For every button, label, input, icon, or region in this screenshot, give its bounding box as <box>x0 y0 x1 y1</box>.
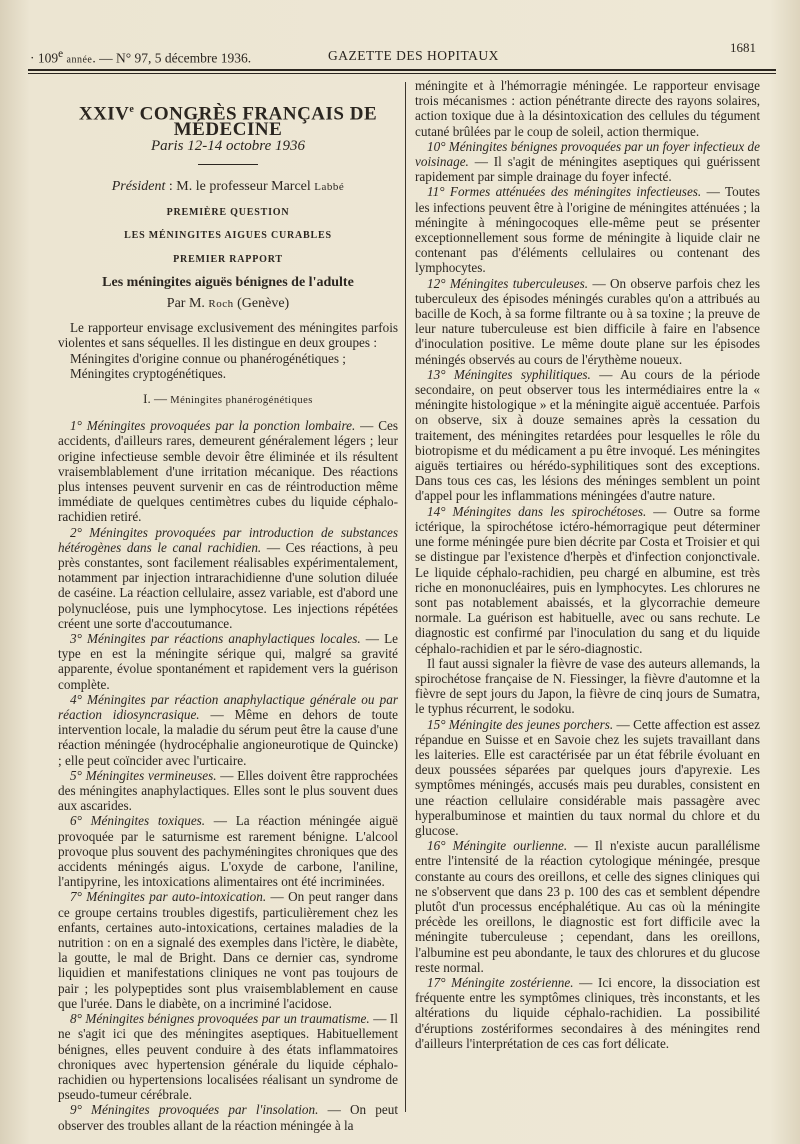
congress-title: XXIVe CONGRÈS FRANÇAIS DE MÉDECINE <box>78 103 378 140</box>
section-heading: I. — Méningites phanérogénétiques <box>143 390 313 406</box>
item-text: — Cette affection est assez répandue en Suisse et en Savoie chez les sujets travaillant dans les laiteries. Elle est caractérisée par un état fébrile évoluant en deux poussées séparées par quelques jours d'apyrexie. Les symptômes méningés, accusés mais peu durables, consistent en une réaction cellulaire considérable mais passagère avec hyperalbuminose et maintien du taux normal du chlore et du glucose. <box>415 716 760 838</box>
paragraph-item <box>415 276 760 367</box>
item-text: — Toutes les infections peuvent être à l'origine de méningites atténuées ; la méningite à méningocoques elle-même peut se présenter exceptionnellement sous forme de méningite à liquide clair ne contenant pas d'éléments cellulaires ou contenant des lymphocytes. <box>415 184 761 276</box>
item-text: — Ici encore, la dissociation est fréquente entre les symptômes cliniques, très inconstants, et les altérations du liquide céphalo-rachidien. La possibilité d'éruptions zostériformes secondaires à des méningites rend d'ailleurs l'interprétation de ces cas fort délicate. <box>415 974 760 1051</box>
question-heading: PREMIÈRE QUESTION <box>166 207 290 219</box>
paragraph-item <box>415 838 760 975</box>
paragraph-item <box>415 975 760 1051</box>
item-title: 6° Méningites toxiques. <box>70 813 206 829</box>
paragraph-item <box>415 504 760 656</box>
paragraph-item <box>58 692 398 768</box>
item-title: 3° Méningites par réactions anaphylactiques locales. <box>70 631 361 647</box>
congress-place: Paris 12-14 octobre 1936 <box>150 137 305 154</box>
header-rule-thin <box>28 73 776 74</box>
item-title: 15° Méningite des jeunes porchers. <box>427 716 614 732</box>
paragraph-item <box>58 1011 398 1102</box>
item-text: — Ces accidents, d'ailleurs rares, demeurent généralement légers ; leur origine infectieuse semble devoir être éliminée et ils résultent vraisemblablement d'une irritation mécanique. Des réactions plus intenses peuvent survenir en cas de réintroduction même immédiate de quelques centimètres cubes du liquide céphalo-rachidien retiré. <box>58 418 399 525</box>
item-title: 5° Méningites vermineuses. <box>70 767 217 783</box>
column-divider <box>405 82 406 1112</box>
paragraph-item <box>415 184 760 275</box>
paragraph-item <box>415 656 760 717</box>
header-rule-thick <box>28 69 776 71</box>
item-text: — Même en dehors de toute intervention locale, la maladie du sérum peut être la cause d'une réaction méningée (hydrocéphalie angioneurotique de Quincke) ; elle peut coïncider avec l'urticaire. <box>58 707 398 768</box>
item-text: — On peut observer des troubles allant de la réaction méningée à la <box>58 1102 398 1133</box>
title-rule <box>198 164 258 165</box>
president-line: Président : M. le professeur Marcel Labbé <box>111 178 345 194</box>
item-title: 2° Méningites provoquées par introduction de substances hétérogènes dans le canal rachidien. <box>58 524 398 555</box>
paragraph-item <box>58 418 398 524</box>
item-text: — On observe parfois chez les tuberculeux des épisodes méningés curables qu'on a attribués au bacille de Koch, à sa forme filtrante ou à sa toxine ; la preuve de leur nature tuberculeuse est bien difficile à faire en l'absence d'inoculation positive. Le même doute plane sur les épisodes méningés observés au cours de l'érythème noueux. <box>415 275 760 367</box>
item-title: 4° Méningites par réaction anaphylactique générale ou par réaction idiosyncrasique. <box>58 691 398 723</box>
item-text: — Il s'agit de méningites aseptiques qui guérissent rapidement par simple drainage du foyer infecté. <box>415 154 760 185</box>
item-text: — Il ne s'agit ici que des méningites aseptiques. Habituellement bénignes, elles peuvent conduire à des états inflammatoires chroniques avec hypertension générale du liquide céphalo-rachidien ou hypertensions localisées réalisant un syndrome de pseudo-tumeur cérébrale. <box>58 1011 398 1103</box>
paragraph-item <box>58 1102 398 1132</box>
item-text: — La réaction méningée aiguë provoquée par le saturnisme est rarement bénigne. L'alcool provoque plus souvent des pachyméningites chroniques que des accidents méningés aigus. L'oxyde de carbone, l'aniline, l'antipyrine, les intoxications alimentaires ont été incriminées. <box>58 813 398 890</box>
group-2: Méningites cryptogénétiques. <box>70 365 227 381</box>
item-text: — On peut ranger dans ce groupe certains troubles digestifs, particulièrement chez les enfants, certaines auto-intoxications, certaines maladies de la nutrition : on en a signalé des exemples dans l'ictère, le diabète, la goutte, le mal de Bright. Dans ce dernier cas, syndrome liquidien et manifestations cliniques ne vont pas toujours de pair ; les polypeptides sont plus vraisemblablement en cause que l'urée. Dans le diabète, on a incriminé l'acidose. <box>58 889 398 1011</box>
continuation-paragraph: méningite et à l'hémorragie méningée. Le rapporteur envisage trois mécanismes : action pénétrante directe des rayons solaires, action toxique due à la désintoxication des cellules du tégument cutané brûlées par le coup de soleil, action thermique. <box>415 78 760 139</box>
group-1: Méningites d'origine connue ou phanérogénétiques ; <box>70 350 346 366</box>
item-text: Il faut aussi signaler la fièvre de vase des auteurs allemands, la spirochétose française de N. Fiessinger, la fièvre d'automne et la fièvre de sept jours du Japon, la fièvre de cinq jours de Sumatra, le typhus récurrent, le sodoku. <box>415 655 760 717</box>
issue-info: · $109^e$ année. — N° 97, 5 décembre 1936. <box>30 48 252 66</box>
report-heading: PREMIER RAPPORT <box>173 253 283 265</box>
report-title: Les méningites aiguës bénignes de l'adulte <box>102 274 354 290</box>
item-text: — Elles doivent être rapprochées des méningites anaphylactiques. Elles sont le plus souvent dues aux ascarides. <box>58 767 398 814</box>
paragraph-item <box>415 717 760 839</box>
author-line: Par M. Roch (Genève) <box>166 295 290 311</box>
paragraph-item <box>58 631 398 692</box>
item-title: 10° Méningites bénignes provoquées par un foyer infectieux de voisinage. <box>415 138 760 170</box>
item-text: — Le type en est la méningite sérique qui, malgré sa gravité apparente, évolue spontanément et rapidement vers la guérison complète. <box>58 631 398 692</box>
item-title: 8° Méningites bénignes provoquées par un traumatisme. <box>70 1011 370 1027</box>
item-text: — Ces réactions, à peu près constantes, sont facilement réalisables expérimentalement, notamment par injection intrarachidienne d'une solution diluée de caséine. La réaction cellulaire, assez variable, est d'abord une polynucléose, puis une lymphocytose. Les injections répétées créent une sorte d'accoutumance. <box>58 539 398 631</box>
item-title: 9° Méningites provoquées par l'insolation. <box>70 1102 319 1118</box>
journal-title: GAZETTE DES HOPITAUX <box>328 48 499 63</box>
running-head <box>30 40 770 66</box>
item-text: — Au cours de la période secondaire, on peut observer tous les intermédiaires entre la « méningite histologique » et la méningite aiguë accentuée. Parfois on observe, six à douze semaines après la cessation du traitement, des méningites retardées pour lesquelles le rôle du biotropisme et du médicament a pu être invoqué. Les méningites aiguës tertiaires ou hérédo-syphilitiques sont des exceptions. Dans tous ces cas, les lésions des méninges semblent un point d'appel pour les inflammations méningées d'autre nature. <box>415 366 760 504</box>
left-column <box>58 82 398 1133</box>
item-text: — Il n'existe aucun parallélisme entre l'intensité de la réaction cytologique méningée, presque constante au cours des oreillons, et celle des signes cliniques qui ne s'observent que dans 23 p. 100 des cas et semblent dépendre plutôt d'un processus encéphalétique. Au cas où la méningite précède les oreillons, le diagnostic est fort difficile avec la méningite tuberculeuse ; cependant, dans les oreillons, l'albumine est peu abondante, le taux des chlorures et du glucose reste normal. <box>415 838 761 975</box>
item-title: 16° Méningite ourlienne. <box>427 838 568 854</box>
paragraph-item <box>58 525 398 631</box>
page-number: 1681 <box>730 40 756 55</box>
item-title: 11° Formes atténuées des méningites infectieuses. <box>427 184 702 200</box>
paragraph-item <box>58 813 398 889</box>
paragraph-item <box>58 889 398 1011</box>
left-items <box>58 418 398 1133</box>
item-title: 1° Méningites provoquées par la ponction lombaire. <box>70 418 356 434</box>
item-title: 12° Méningites tuberculeuses. <box>427 275 589 291</box>
item-title: 14° Méningites dans les spirochétoses. <box>427 503 647 519</box>
item-title: 7° Méningites par auto-intoxication. <box>70 889 267 905</box>
item-title: 17° Méningite zostérienne. <box>427 974 574 990</box>
right-items <box>415 139 760 1051</box>
item-title: 13° Méningites syphilitiques. <box>427 366 591 382</box>
intro-paragraph: Le rapporteur envisage exclusivement des méningites parfois violentes et sans séquelles. Il les distingue en deux groupes : <box>58 320 398 351</box>
paragraph-item <box>58 768 398 814</box>
right-column <box>415 78 760 1051</box>
item-text: — Outre sa forme ictérique, la spirochétose ictéro-hémorragique peut déterminer une forme méningée pure bien décrite par Costa et Troisier et qui se distingue par l'existence d'herpès et d'infection conjonctivale. Le liquide céphalo-rachidien, peu chargé en albumine, est très riche en mononucléaires, puis en lymphocytes. Les chlorures ne sont pas notablement abaissés, et la glycorrachie demeure normale. La guérison est habituelle, avec ou sans rechute. Le diagnostic est confirmé par l'inoculation du sang et du liquide céphalo-rachidien et par le séro-diagnostic. <box>415 503 760 656</box>
paragraph-item <box>415 367 760 504</box>
paragraph-item <box>415 139 760 185</box>
question-title: LES MÉNINGITES AIGUES CURABLES <box>124 230 332 242</box>
